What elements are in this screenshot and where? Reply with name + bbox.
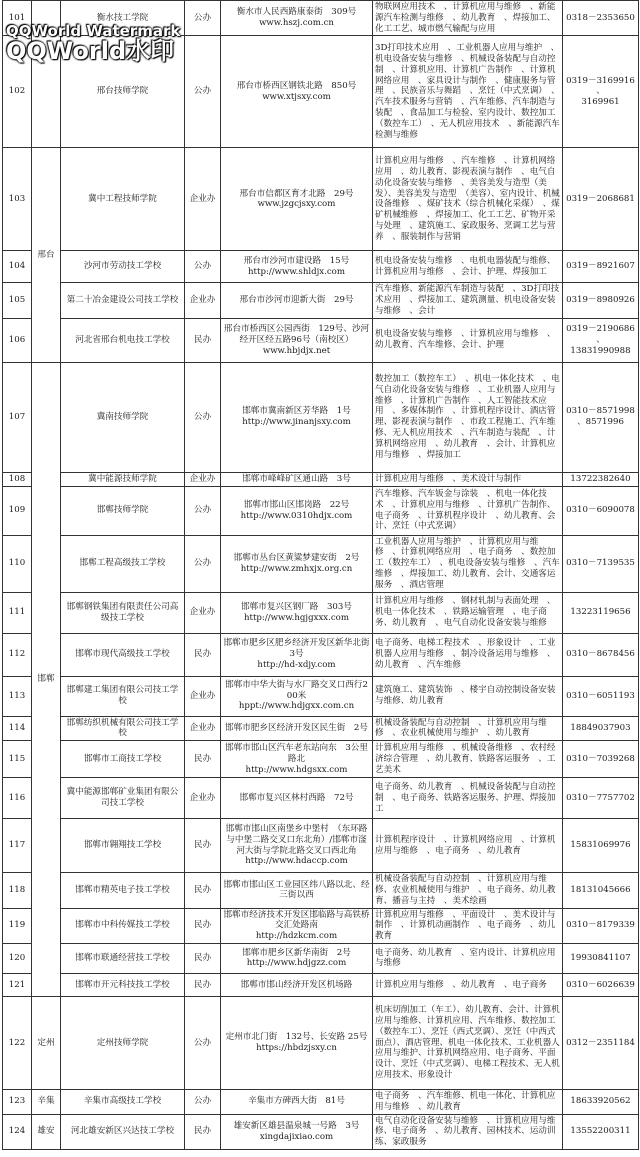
phone-number [563, 592, 639, 633]
school-address [221, 973, 373, 996]
school-name: 冀中能源技师学院 [61, 472, 185, 486]
table-row [3, 1089, 639, 1114]
phone-line: 0310－7139535 [566, 558, 635, 569]
row-number: 103 [3, 148, 32, 251]
school-address [221, 36, 373, 148]
school-type: 民办 [185, 1114, 221, 1149]
school-name: 邯郸纺织机械有限公司技工学校 [61, 716, 185, 741]
phone-line: 0312－2351184 [566, 1037, 635, 1048]
row-number: 105 [3, 283, 32, 318]
school-name: 邯郸市开元科技技工学校 [61, 973, 185, 996]
school-type: 公办 [185, 535, 221, 592]
phone-number [563, 486, 639, 535]
address-line: 雄安新区雄县温泉城一号路 3号 [233, 1120, 360, 1131]
row-number: 117 [3, 819, 32, 873]
school-website: http://www.hdaccp.com [245, 856, 348, 867]
region-cell: 定州 [32, 996, 61, 1089]
school-address [221, 592, 373, 633]
school-name: 邯郸市工商技工学校 [61, 741, 185, 778]
school-name: 邯郸钢铁集团有限责任公司高级技工学校 [61, 592, 185, 633]
school-address [221, 472, 373, 486]
phone-number [563, 472, 639, 486]
table-row [3, 1, 639, 36]
phone-line: 0310－8678456 [566, 649, 635, 660]
phone-line: 0310－8571998 [566, 406, 635, 417]
school-type: 企业办 [185, 676, 221, 716]
region-cell [32, 1, 61, 148]
school-type: 公办 [185, 1, 221, 36]
school-type: 企业办 [185, 778, 221, 819]
majors-list: 机床切削加工（车工）、幼儿教育、会计、计算机应用与维修、计算机应用、汽车维修、数控加工（数控车工）、烹饪（西式烹调）、烹饪（中西式面点）、酒店管理、机电一体化技术、工业机器人应用与维护、计算机网络应用、电子商务、平面设计、烹饪（中式烹调）、电梯工程技术、无人机应用技术、形象设计 [373, 996, 563, 1089]
school-address [221, 251, 373, 283]
address-line: 邯郸市肥乡区肥乡经济开发区新华北街3号 [223, 638, 370, 660]
watermark-line2: QQWorld水印 [6, 37, 175, 65]
phone-line: 0310－6026639 [566, 979, 635, 990]
school-address [221, 819, 373, 873]
school-type: 民办 [185, 873, 221, 908]
phone-number [563, 535, 639, 592]
phone-number [563, 996, 639, 1089]
table-row [3, 148, 639, 251]
school-name: 邢台技师学院 [61, 36, 185, 148]
phone-number [563, 148, 639, 251]
school-type: 公办 [185, 36, 221, 148]
school-website: http://hd-xdjy.com [257, 659, 336, 670]
school-name: 定州技师学院 [61, 996, 185, 1089]
row-number: 114 [3, 716, 32, 741]
phone-line: 0319－3169916 [566, 75, 635, 86]
school-website: http://www.hgjgxxx.com [243, 612, 350, 623]
school-name: 辛集市高级技工学校 [61, 1089, 185, 1114]
address-line: 邯郸市邯山区工业园区纬八路以北、经三街以西 [223, 879, 370, 901]
phone-number [563, 318, 639, 362]
school-name: 邯郸工程高级技工学校 [61, 535, 185, 592]
phone-line: 18633920562 [570, 1096, 631, 1107]
phone-number [563, 741, 639, 778]
school-website: http://hdzkcm.com [255, 931, 338, 942]
phone-number [563, 283, 639, 318]
table-row [3, 778, 639, 819]
majors-list: 电子商务、电梯工程技术 、形象设计 、工业机器人应用与维修 、制冷设备运用与维修 、幼儿教育 、汽车维修 [373, 633, 563, 676]
school-address [221, 283, 373, 318]
majors-list: 计算机应用与维修 、钢材轧制与表面处理 、机电一体化技术 、铁路运输管理 、电子商务、幼儿教育 、电气自动化设备安装与维修 [373, 592, 563, 633]
phone-number [563, 819, 639, 873]
school-address [221, 873, 373, 908]
phone-line: 18849037903 [570, 722, 631, 733]
address-line: 邯郸市肥乡区新华南街 2号 [242, 947, 351, 958]
region-cell: 辛集 [32, 1089, 61, 1114]
row-number: 119 [3, 908, 32, 943]
majors-list: 电子商务 、汽车维修、机电一体化、计算机应用与维修 、幼儿教育 [373, 1089, 563, 1114]
phone-line: 0310－7757702 [566, 792, 635, 803]
phone-line: 、 [596, 334, 605, 345]
school-address [221, 1, 373, 36]
address-line: 辛集市方碑西大街 81号 [248, 1096, 345, 1107]
school-type: 民办 [185, 741, 221, 778]
table-row [3, 996, 639, 1089]
school-address [221, 486, 373, 535]
row-number: 101 [3, 1, 32, 36]
majors-list: 机械设备装配与自动控制 、计算机应用与维修、农业机械使用与维护 、电子商务、幼儿教育、播音与主持 、美术绘画 [373, 873, 563, 908]
address-line: 邯郸市复兴区钢厂路 303号 [241, 601, 352, 612]
phone-line: 3169961 [581, 97, 620, 108]
majors-list: 计算机应用与维修 、汽车维修 、计算机网络应用 、幼儿教育、影视表演与制作 、电气自动化设备安装与维修 、美容美发与造型（美发）、美容美发与造型 （美容）、室内设计、机械设备维修 、煤矿技术（综合机械化采煤） 、煤矿机械维修 、焊接加工、化工工艺、矿物开采与处理 、建筑施工、家政服务、烹调工艺与营养 、服装制作与营销 [373, 148, 563, 251]
majors-list: 汽车维修、新能源汽车制造与装配 、3D打印技术应用 、焊接加工、建筑测量、机电设备安装与维修 、会计 [373, 283, 563, 318]
row-number: 110 [3, 535, 32, 592]
school-address [221, 676, 373, 716]
table-row [3, 973, 639, 996]
row-number: 124 [3, 1114, 32, 1149]
school-website: http://www.zmhxjx.org.cn [240, 563, 353, 574]
school-name: 邯郸市联通经营技工学校 [61, 943, 185, 973]
school-name: 沙河市劳动技工学校 [61, 251, 185, 283]
phone-number [563, 973, 639, 996]
row-number: 107 [3, 362, 32, 472]
school-type: 民办 [185, 819, 221, 873]
phone-number [563, 251, 639, 283]
phone-line: 19930841107 [570, 953, 631, 964]
school-name: 邯郸市精英电子技工学校 [61, 873, 185, 908]
school-name: 邯郸市中科传媒技工学校 [61, 908, 185, 943]
row-number: 109 [3, 486, 32, 535]
majors-list: 计算机应用与维修 、幼儿教育 、电子商务 [373, 973, 563, 996]
majors-list: 计算机应用与维修 、平面设计 、美术设计与制作 、计算机动画制作 、电子商务 、幼儿教育 [373, 908, 563, 943]
school-website: http://www.hdjgzz.com [246, 958, 347, 969]
region-cell: 雄安 [32, 1114, 61, 1149]
school-website: http://www.jinanjsxy.com [242, 417, 351, 428]
school-type: 公办 [185, 486, 221, 535]
table-row [3, 362, 639, 472]
school-type: 企业办 [185, 283, 221, 318]
table-row [3, 716, 639, 741]
phone-number [563, 633, 639, 676]
school-address [221, 943, 373, 973]
table-row [3, 633, 639, 676]
phone-number [563, 36, 639, 148]
phone-line: 0310－6090078 [566, 505, 635, 516]
majors-list: 电气自动化设备安装与维修 、计算机应用与维修、电子商务 、幼儿教育、园林技术、运动训练、家政服务 [373, 1114, 563, 1149]
school-website: www.hbjdjx.net [262, 345, 331, 356]
phone-number [563, 873, 639, 908]
region-cell: 邯郸 [32, 362, 61, 996]
table-row [3, 1114, 639, 1149]
address-line: 邯郸市邯山经济开发区机场路 [240, 979, 353, 990]
school-name: 冀中工程技师学院 [61, 148, 185, 251]
phone-number [563, 908, 639, 943]
school-name: 冀中能源邯郸矿业集团有限公司技工学校 [61, 778, 185, 819]
address-line: 邯郸市邯山区汽车老东站向东 3公里路北 [225, 742, 368, 764]
table-row [3, 943, 639, 973]
school-type: 公办 [185, 1089, 221, 1114]
school-address [221, 633, 373, 676]
table-row [3, 318, 639, 362]
phone-line: 0319－8980926 [566, 295, 635, 306]
school-website: www.hszj.com.cn [259, 18, 334, 29]
school-type: 企业办 [185, 592, 221, 633]
row-number: 116 [3, 778, 32, 819]
majors-list: 机械设备装配与自动控制 、计算机应用与维修 、农业机械使用与维护 、幼儿教育 [373, 716, 563, 741]
majors-list: 机电设备安装与维修 、计算机应用与维修 、幼儿教育、汽车维修、会计、护理 [373, 318, 563, 362]
row-number: 108 [3, 472, 32, 486]
row-number: 102 [3, 36, 32, 148]
address-line: 邯郸市丛台区黄粱梦建安街 2号 [233, 552, 360, 563]
school-website: http://www.0310hdjx.com [240, 510, 353, 521]
majors-list: 计算机应用与维修 、美术设计与制作 [373, 472, 563, 486]
school-address [221, 318, 373, 362]
school-website: xingdajixiao.com [259, 1131, 334, 1142]
phone-line: 、 [596, 86, 605, 97]
row-number: 122 [3, 996, 32, 1089]
phone-line: 0319－2068681 [566, 193, 635, 204]
phone-number [563, 1, 639, 36]
table-row [3, 741, 639, 778]
region-cell: 邢台 [32, 148, 61, 362]
majors-list: 建筑施工、建筑装饰 、楼宇自动控制设备安装与维修、幼儿教育 [373, 676, 563, 716]
school-name: 邯郸技师学院 [61, 486, 185, 535]
school-type: 企业办 [185, 716, 221, 741]
majors-list: 3D打印技术应用 、工业机器人应用与维护 、机电设备安装与维修 、机械设备装配与自动控制 、计算机应用、计算机广告制作 、计算机网络应用 、家具设计与制作 、健康服务与管理 、民族音乐与舞蹈 、烹饪（中式烹调） 、汽车技术服务与营销 、汽车维修、汽车制造与装配 、食品加工与检验、室内设计、数控加工（数控车工） 、无人机应用技术 、新能源汽车检测与维修 [373, 36, 563, 148]
phone-number [563, 676, 639, 716]
table-row [3, 251, 639, 283]
majors-list: 物联网应用技术 、计算机应用与维修 、新能源汽车检测与维修 、幼儿教育 、焊接加工、化工工艺、城市燃气输配与应用 [373, 1, 563, 36]
school-address [221, 741, 373, 778]
school-name: 河北省邢台机电技工学校 [61, 318, 185, 362]
address-line: 邯郸市峰峰矿区通山路 3号 [242, 473, 351, 484]
table-row [3, 873, 639, 908]
address-line: 邯郸市经济技术开发区邯临路与高铁桥交汇处路南 [223, 909, 370, 931]
school-website: www.jzgcjsxy.com [257, 199, 336, 210]
phone-line: 0318－2353650 [566, 12, 635, 23]
school-type: 企业办 [185, 472, 221, 486]
phone-number [563, 362, 639, 472]
school-type: 公办 [185, 251, 221, 283]
phone-number [563, 778, 639, 819]
phone-line: 13831990988 [570, 345, 631, 356]
school-type: 公办 [185, 996, 221, 1089]
school-type: 民办 [185, 973, 221, 996]
address-line: 邯郸市复兴区林村西路 72号 [239, 792, 354, 803]
phone-number [563, 716, 639, 741]
school-address [221, 1114, 373, 1149]
row-number: 121 [3, 973, 32, 996]
table-row [3, 908, 639, 943]
row-number: 112 [3, 633, 32, 676]
school-type: 民办 [185, 633, 221, 676]
school-website: http://www.hdgsxx.com [245, 764, 348, 775]
table-row [3, 592, 639, 633]
address-line: 衡水市人民西路康泰街 309号 [236, 7, 357, 18]
school-address [221, 148, 373, 251]
majors-list: 数控加工（数控车工） 、机电一体化技术 、电气自动化设备安装与维修 、工业机器人应用与维修 、计算机广告制作 、人工智能技术应用 、多媒体制作 、计算机程序设计、酒店管理、影视表演与制作 、市政工程施工、汽车维修、无人机应用技术 、汽车制造与装配 、计算机网络应用 、幼儿教育 、会计、计算机应用与维修 、焊接加工 [373, 362, 563, 472]
phone-line: 0310－6051193 [566, 690, 635, 701]
school-name: 邯郸建工集团有限公司技工学校 [61, 676, 185, 716]
table-row [3, 676, 639, 716]
address-line: 邢台市沙河市迎新大街 29号 [239, 295, 354, 306]
school-type: 民办 [185, 943, 221, 973]
school-website: http://www.shldjx.com [248, 266, 345, 277]
phone-line: 0310－8179339 [566, 920, 635, 931]
phone-line: 13552200311 [570, 1126, 631, 1137]
school-address [221, 996, 373, 1089]
phone-number [563, 1089, 639, 1114]
phone-line: 15831069976 [570, 840, 631, 851]
school-name: 冀南技师学院 [61, 362, 185, 472]
phone-number [563, 1114, 639, 1149]
school-website: www.xtjsxy.com [262, 91, 331, 102]
school-address [221, 908, 373, 943]
majors-list: 电子商务、幼儿教育 、机械设备装配与自动控制 、电子商务、铁路客运服务、护理、焊接加工 [373, 778, 563, 819]
table-row [3, 36, 639, 148]
address-line: 邯郸市邯山区南堡乡中堡村 （东环路与中堡二路交叉口东北角）/邯郸市滏河大街与学院北路交叉口西北角 [225, 824, 368, 856]
address-line: 邢台市桥西区钢铁北路 850号 [236, 81, 357, 92]
row-number: 120 [3, 943, 32, 973]
phone-line: 、8571996 [577, 417, 624, 428]
school-address [221, 535, 373, 592]
school-address [221, 362, 373, 472]
school-name: 衡水技工学院 [61, 1, 185, 36]
school-address [221, 778, 373, 819]
row-number: 104 [3, 251, 32, 283]
school-website: hppt://www.hdjgxx.com.cn [238, 701, 355, 712]
table-body [3, 1, 639, 1150]
table-row [3, 819, 639, 873]
phone-number [563, 943, 639, 973]
watermark-line1: QQWorld Watermark [6, 22, 181, 40]
majors-list: 机电设备安装与维修 、电机电器装配与维修、计算机应用与维修 、会计、护理、焊接加工 [373, 251, 563, 283]
school-type: 企业办 [185, 148, 221, 251]
majors-list: 工业机器人应用与维护 、计算机应用与维修 、计算机网络应用 、电子商务 、数控加工（数控车工） 、机电设备安装与维修 、汽车维修 、焊接加工、幼儿教育、会计、交通客运服务 、酒店管理 [373, 535, 563, 592]
phone-line: 0319－8921607 [566, 261, 635, 272]
school-name: 邯郸市现代高级技工学校 [61, 633, 185, 676]
phone-line: 0310－7039268 [566, 753, 635, 764]
school-name: 第二十冶金建设公司技工学校 [61, 283, 185, 318]
majors-list: 电子商务、幼儿教育 、室内设计、计算机应用与维修 [373, 943, 563, 973]
school-address [221, 1089, 373, 1114]
school-type: 民办 [185, 318, 221, 362]
school-website: https://hbdzjsxy.cn [256, 1042, 337, 1053]
phone-line: 13722382640 [570, 473, 631, 484]
table-row [3, 486, 639, 535]
school-name: 河北雄安新区兴达技工学校 [61, 1114, 185, 1149]
phone-line: 18131045666 [570, 884, 631, 895]
table-row [3, 472, 639, 486]
address-line: 邯郸市邯山区邯岗路 22号 [243, 499, 350, 510]
address-line: 邢台市桥西区公园西街 129号、沙河经开区经五路96号（南校区） [223, 324, 370, 345]
table-row [3, 283, 639, 318]
address-line: 邯郸市中华大街与水厂路交叉口西行200米 [225, 679, 368, 701]
address-line: 邯郸市肥乡区经济开发区民生街 2号 [225, 722, 368, 733]
school-address [221, 716, 373, 741]
address-line: 邢台市信都区育才北路 29号 [239, 188, 354, 199]
row-number: 123 [3, 1089, 32, 1114]
school-name: 邯郸市翱翔技工学校 [61, 819, 185, 873]
school-type: 公办 [185, 362, 221, 472]
row-number: 115 [3, 741, 32, 778]
school-table [2, 0, 639, 1150]
phone-line: 13223119656 [570, 607, 631, 618]
address-line: 邯郸市冀南新区芳华路 1号 [242, 406, 351, 417]
table-row [3, 535, 639, 592]
row-number: 113 [3, 676, 32, 716]
row-number: 111 [3, 592, 32, 633]
row-number: 118 [3, 873, 32, 908]
row-number: 106 [3, 318, 32, 362]
school-type: 民办 [185, 908, 221, 943]
phone-line: 0319－2190686 [566, 324, 635, 335]
majors-list: 汽车维修、汽车钣金与涂装 、机电一体化技术 、计算机应用与维修 、计算机广告制作、电子商务 、计算机程序设计 、幼儿教育、会计、烹饪（中式烹调） [373, 486, 563, 535]
address-line: 邢台市沙河市建设路 15号 [243, 256, 350, 267]
majors-list: 计算机应用与维修 、机械设备维修 、农村经济综合管理 、幼儿教育、铁路客运服务 、工艺美术 [373, 741, 563, 778]
address-line: 定州市北门街 132号、长安路 25号 [225, 1032, 368, 1043]
majors-list: 计算机程序设计 、计算机网络应用 、计算机应用与维修 、电子商务 、幼儿教育 [373, 819, 563, 873]
